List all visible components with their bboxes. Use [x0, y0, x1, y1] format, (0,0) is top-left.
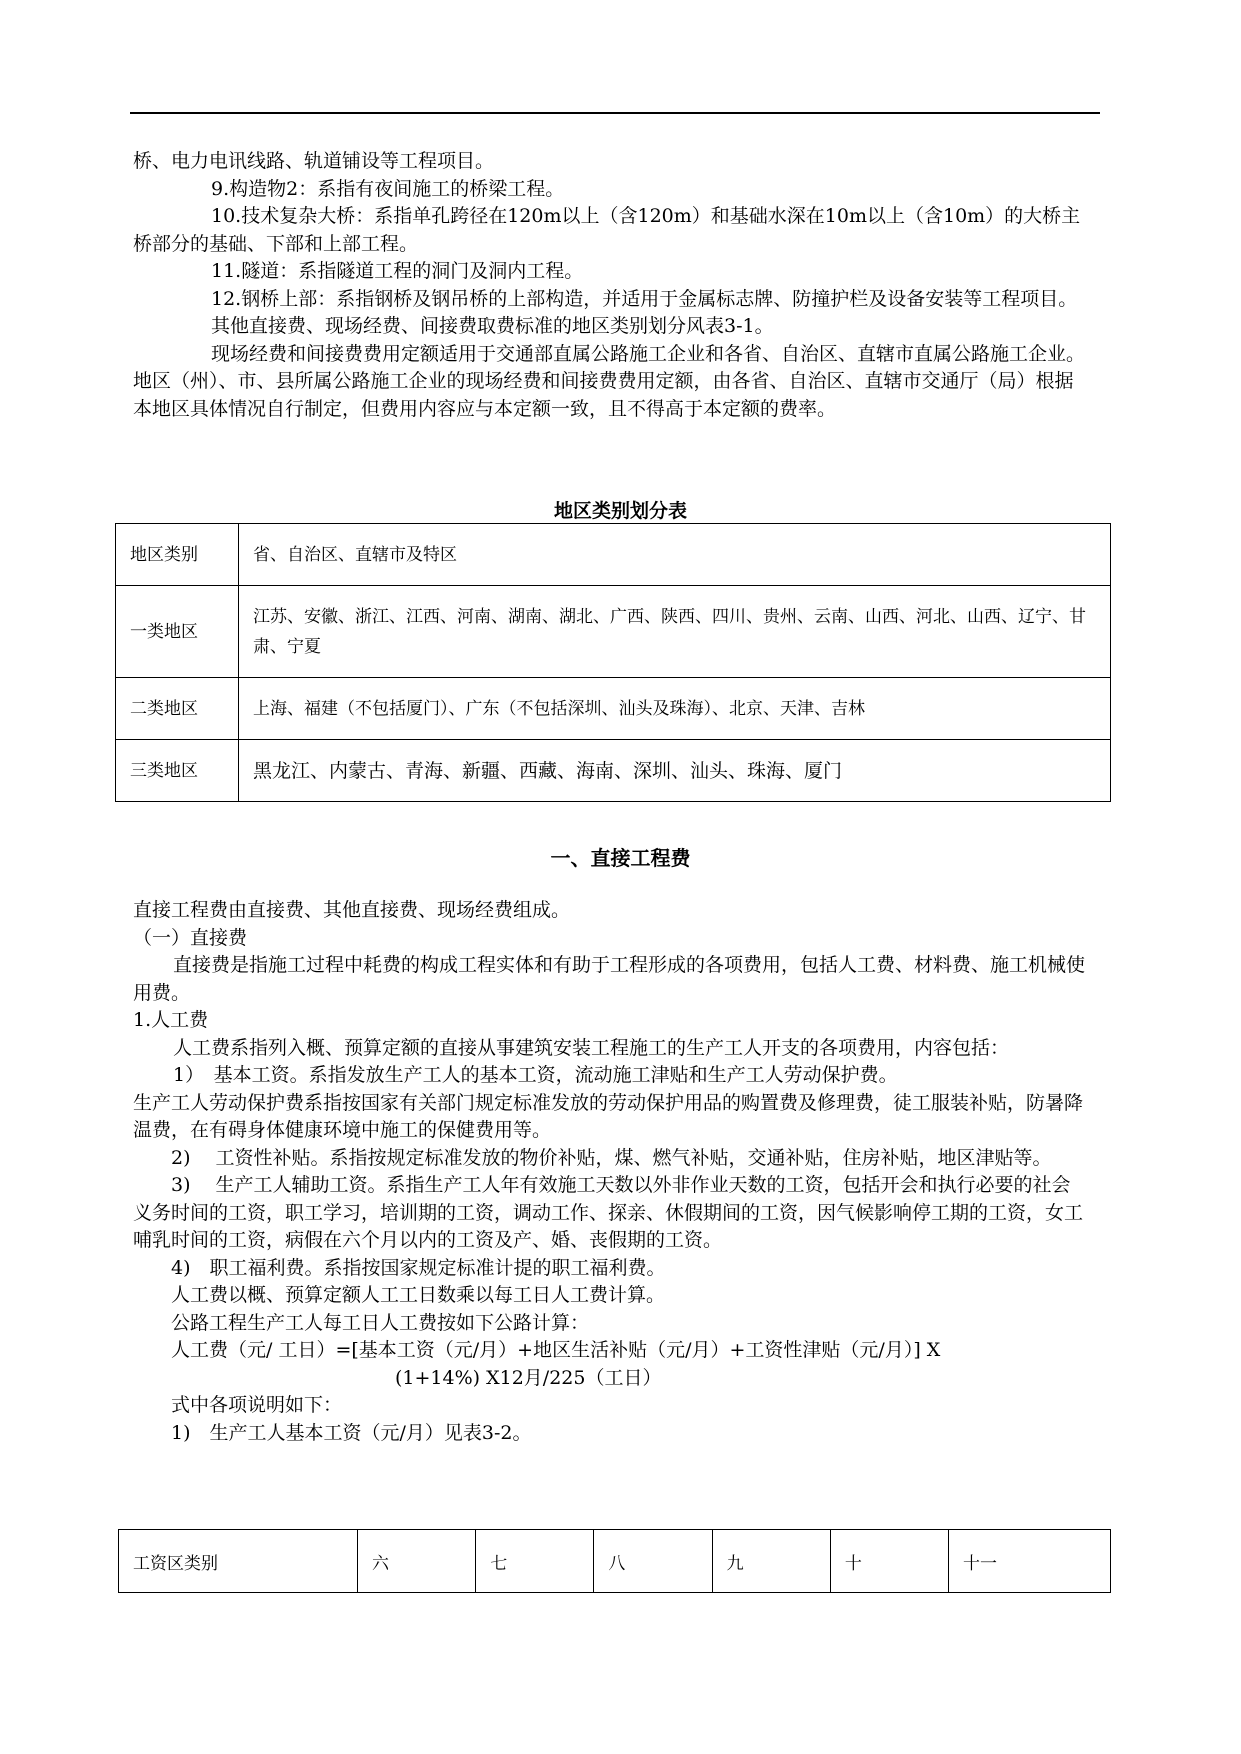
table-cell: 七	[476, 1530, 594, 1593]
paragraph: 桥、电力电讯线路、轨道铺设等工程项目。	[133, 150, 495, 172]
paragraph: 2) 工资性补贴。系指按规定标准发放的物价补贴，煤、燃气补贴，交通补贴，住房补贴，地区津贴等。	[171, 1146, 1052, 1169]
header-rule	[130, 112, 1100, 114]
paragraph: 人工费以概、预算定额人工工日数乘以每工日人工费计算。	[171, 1284, 666, 1306]
paragraph: 4) 职工福利费。系指按国家规定标准计提的职工福利费。	[171, 1256, 666, 1279]
table-row	[116, 524, 1111, 586]
table-cell: 六	[358, 1530, 476, 1593]
table-cell: 十	[830, 1530, 948, 1593]
section-heading: 一、直接工程费	[550, 846, 691, 870]
table-cell: 十一	[949, 1530, 1111, 1593]
table-cell: 地区类别	[116, 524, 239, 586]
table-cell: 省、自治区、直辖市及特区	[239, 524, 1111, 586]
paragraph: 3) 生产工人辅助工资。系指生产工人年有效施工天数以外非作业天数的工资，包括开会和执行必要的社会义务时间的工资，职工学习，培训期的工资，调动工作、探亲、休假期间的工资，因气候影响停工期的工资，女工哺乳时间的工资，病假在六个月以内的工资及产、婚、丧假期的工资。	[133, 1174, 1084, 1251]
paragraph: 人工费系指列入概、预算定额的直接从事建筑安装工程施工的生产工人开支的各项费用，内容包括：	[173, 1036, 1010, 1059]
paragraph: 直接费是指施工过程中耗费的构成工程实体和有助于工程形成的各项费用，包括人工费、材料费、施工机械使用费。	[133, 954, 1086, 1004]
table-cell: 二类地区	[116, 678, 239, 740]
paragraph: 12.钢桥上部：系指钢桥及钢吊桥的上部构造，并适用于金属标志牌、防撞护栏及设备安装等工程项目。	[211, 287, 1078, 310]
table-cell: 三类地区	[116, 740, 239, 802]
paragraph: 1) 生产工人基本工资（元/月）见表3-2。	[171, 1421, 532, 1444]
region-table	[115, 523, 1111, 802]
paragraph: 1.人工费	[133, 1009, 209, 1031]
table-cell: 九	[712, 1530, 830, 1593]
table-row	[116, 586, 1111, 678]
top-text-block	[133, 148, 1088, 423]
paragraph: 其他直接费、现场经费、间接费取费标准的地区类别划分风表3-1。	[211, 315, 774, 337]
paragraph: （一）直接费	[133, 926, 248, 949]
table-cell: 江苏、安徽、浙江、江西、河南、湖南、湖北、广西、陕西、四川、贵州、云南、山西、河北、山西、辽宁、甘肃、宁夏	[239, 586, 1111, 678]
region-table-title: 地区类别划分表	[553, 500, 687, 522]
table-cell: 一类地区	[116, 586, 239, 678]
formula-line: (1+14%) X12月/225（工日）	[395, 1366, 662, 1389]
table-cell: 上海、福建（不包括厦门）、广东（不包括深圳、汕头及珠海）、北京、天津、吉林	[239, 678, 1111, 740]
paragraph: 11.隧道：系指隧道工程的洞门及洞内工程。	[211, 260, 584, 282]
paragraph: 生产工人劳动保护费系指按国家有关部门规定标准发放的劳动保护用品的购置费及修理费，徒工服装补贴，防暑降温费，在有碍身体健康环境中施工的保健费用等。	[133, 1091, 1084, 1141]
paragraph: 10.技术复杂大桥：系指单孔跨径在120m以上（含120m）和基础水深在10m以上（含10m）的大桥主桥部分的基础、下部和上部工程。	[133, 205, 1081, 255]
paragraph: 9.构造物2：系指有夜间施工的桥梁工程。	[211, 177, 565, 200]
table-row	[116, 740, 1111, 802]
paragraph: 直接工程费由直接费、其他直接费、现场经费组成。	[133, 899, 571, 921]
table-cell: 工资区类别	[119, 1530, 358, 1593]
paragraph: 公路工程生产工人每工日人工费按如下公路计算：	[171, 1311, 590, 1334]
body-text-block	[133, 897, 1088, 1447]
table-cell: 八	[594, 1530, 712, 1593]
paragraph: 现场经费和间接费费用定额适用于交通部直属公路施工企业和各省、自治区、直辖市直属公路施工企业。地区（州）、市、县所属公路施工企业的现场经费和间接费费用定额，由各省、自治区、直辖市交通厅（局）根据本地区具体情况自行制定，但费用内容应与本定额一致，且不得高于本定额的费率。	[133, 342, 1086, 420]
formula-line: 人工费（元/ 工日）=[基本工资（元/月）+地区生活补贴（元/月）+工资性津贴（元/月）] X	[171, 1339, 941, 1361]
table-row	[116, 678, 1111, 740]
wage-table	[118, 1529, 1111, 1593]
paragraph: 1） 基本工资。系指发放生产工人的基本工资，流动施工津贴和生产工人劳动保护费。	[173, 1064, 898, 1086]
table-row	[119, 1530, 1111, 1593]
paragraph: 式中各项说明如下：	[171, 1394, 343, 1416]
table-cell: 黑龙江、内蒙古、青海、新疆、西藏、海南、深圳、汕头、珠海、厦门	[239, 740, 1111, 802]
